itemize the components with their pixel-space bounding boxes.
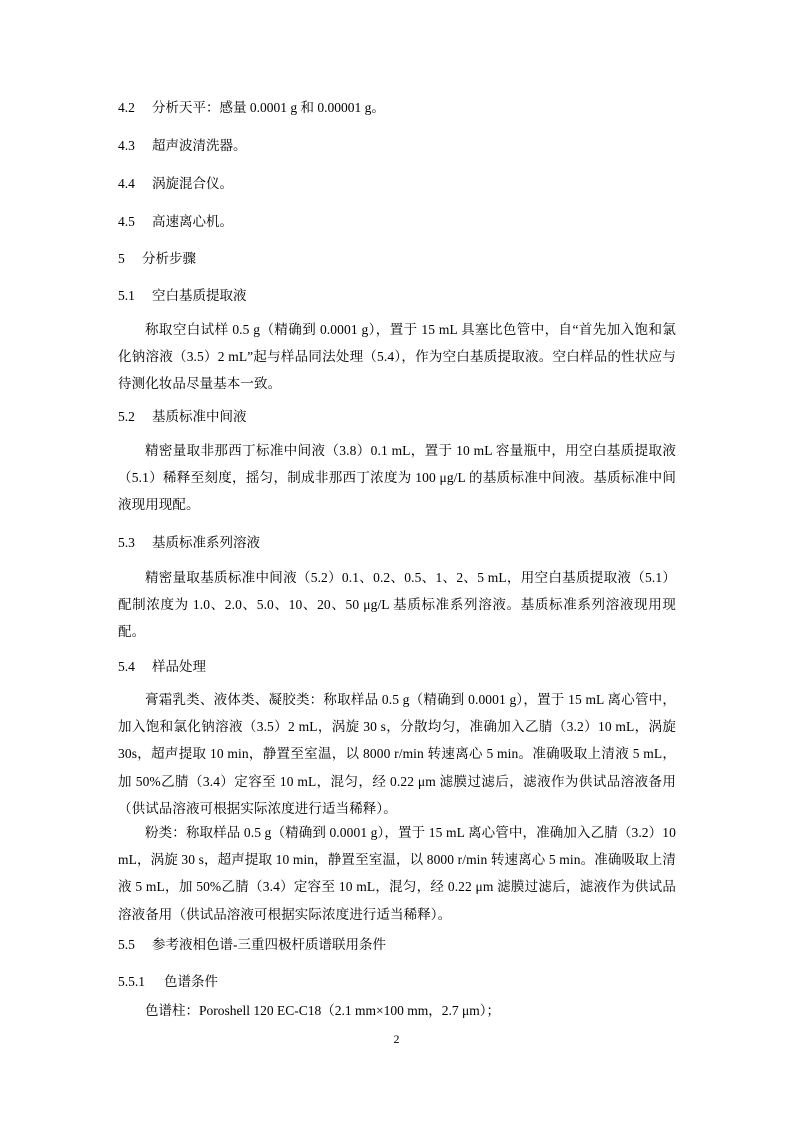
section-number: 5.1 [118,288,135,303]
item-text: 高速离心机。 [152,214,233,229]
item-number: 4.2 [118,100,135,115]
section-title: 基质标准系列溶液 [152,535,260,550]
section-title: 参考液相色谱-三重四极杆质谱联用条件 [152,937,386,952]
item-4-3 [118,136,678,156]
column-spec-line: 色谱柱：Poroshell 120 EC-C18（2.1 mm×100 mm，2.7 μm）； [145,1003,500,1018]
section-number: 5.5 [118,937,135,952]
section-5-2-heading [118,407,678,427]
item-number: 4.3 [118,138,135,153]
section-number: 5.2 [118,409,135,424]
item-text: 超声波清洗器。 [152,138,247,153]
section-5-1-heading [118,286,678,306]
section-title: 基质标准中间液 [152,409,247,424]
section-title: 样品处理 [152,659,206,674]
section-title: 分析步骤 [142,251,196,266]
section-number: 5.5.1 [118,974,145,989]
section-title: 空白基质提取液 [152,288,247,303]
item-4-2 [118,98,678,118]
item-text: 分析天平：感量 0.0001 g 和 0.00001 g。 [152,100,385,115]
section-5-4-paragraph-2: 粉类：称取样品 0.5 g（精确到 0.0001 g），置于 15 mL 离心管中，准确加入乙腈（3.2）10 mL，涡旋 30 s，超声提取 10 min，静置至室温，以 8000 r/min 转速离心 5 min。准确吸取上清液 5 mL，加 50%乙腈（3.4）定容至 10 mL，混匀，经 0.22 μm 滤膜过滤后，滤液作为供试品溶液备用（供试品溶液可根据实际浓度进行适当稀释）。 [118,825,676,922]
section-5-4-paragraph-1: 膏霜乳类、液体类、凝胶类：称取样品 0.5 g（精确到 0.0001 g），置于 15 mL 离心管中，加入饱和氯化钠溶液（3.5）2 mL，涡旋 30 s，分散均匀，准确加入乙腈（3.2）10 mL，涡旋 30s，超声提取 10 min，静置至室温，以 8000 r/min 转速离心 5 min。准确吸取上清液 5 mL，加 50%乙腈（3.4）定容至 10 mL，混匀，经 0.22 μm 滤膜过滤后，滤液作为供试品溶液备用（供试品溶液可根据实际浓度进行适当稀释）。 [118,692,676,816]
page-number: 2 [393,1032,400,1046]
section-5-3-heading [118,533,678,553]
item-number: 4.4 [118,176,135,191]
section-number: 5 [118,251,125,266]
section-title: 色谱条件 [164,974,218,989]
section-number: 5.4 [118,659,135,674]
section-5-heading [118,249,678,269]
item-4-5 [118,212,678,232]
section-5-1-paragraph: 称取空白试样 0.5 g（精确到 0.0001 g），置于 15 mL 具塞比色管中，自“首先加入饱和氯化钠溶液（3.5）2 mL”起与样品同法处理（5.4），作为空白基质提取液。空白样品的性状应与待测化妆品尽量基本一致。 [118,322,676,392]
section-5-2-paragraph: 精密量取非那西丁标准中间液（3.8）0.1 mL，置于 10 mL 容量瓶中，用空白基质提取液（5.1）稀释至刻度，摇匀，制成非那西丁浓度为 100 μg/L 的基质标准中间液。基质标准中间液现用现配。 [118,443,676,513]
section-number: 5.3 [118,535,135,550]
item-text: 涡旋混合仪。 [152,176,233,191]
section-5-4-heading [118,657,678,677]
section-5-5-1-heading [118,972,678,992]
item-number: 4.5 [118,214,135,229]
section-5-5-heading [118,935,678,955]
item-4-4 [118,174,678,194]
section-5-3-paragraph: 精密量取基质标准中间液（5.2）0.1、0.2、0.5、1、2、5 mL，用空白基质提取液（5.1）配制浓度为 1.0、2.0、5.0、10、20、50 μg/L 基质标准系列溶液。基质标准系列溶液现用现配。 [118,570,676,640]
